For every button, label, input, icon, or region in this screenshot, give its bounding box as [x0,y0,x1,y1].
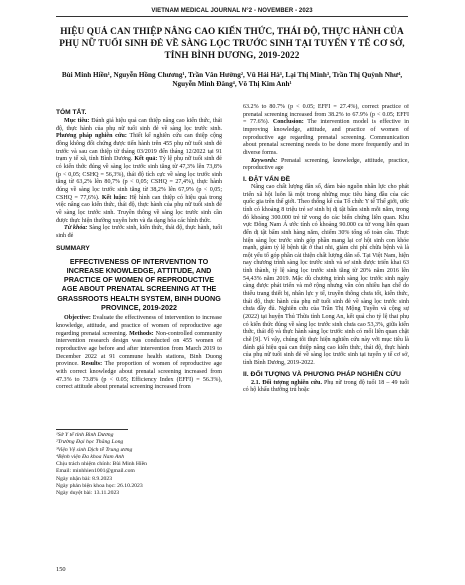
author-email: Email: minhhien1001@gmail.com [56,468,135,475]
summary-heading-en: SUMMARY [56,244,90,252]
date-received: Ngày nhận bài: 8.9.2023 [56,475,113,482]
section-methods-heading: II. ĐỐI TƯỢNG VÀ PHƯƠNG PHÁP NGHIÊN CỨU [243,370,401,378]
date-accepted: Ngày duyệt bài: 13.11.2023 [56,490,120,497]
author-list: Bùi Minh Hiền¹, Nguyễn Hồng Chương¹, Trần Văn Hường², Vũ Hải Hà³, Lại Thị Minh³, Trần Thị Quỳnh Như⁴, Nguyễn Minh Đăng⁴, Võ Thị Kim Anh¹ [61,71,403,89]
abstract-vi: Mục tiêu: Đánh giá hiệu quả can thiệp nâng cao kiến thức, thái độ, thực hành của phụ nữ tuổi sinh đẻ về sàng lọc trước sinh. Phương pháp nghiên cứu: Thiết kế nghiên cứu can thiệp cộng đồng không đối chứng được tiến hành trên 455 phụ nữ tuổi sinh đẻ trước và sau can thiệp từ tháng 03/2019 đến tháng 12/2022 tại 91 trạm y tế xã, tỉnh Bình Dương. Kết quả: Tỷ lệ phụ nữ tuổi sinh đẻ có kiến thức đúng về sàng lọc trước sinh tăng từ 47,3% lên 73,8% (p < 0,05; CSHQ = 56,3%), thái độ tích cực về sàng lọc trước sinh tăng từ 63,2% lên 80,7% (p < 0,05; CSHQ = 27,4%), thực hành đúng về sàng lọc trước sinh tăng từ 38,2% lên 67,9% (p < 0,05; CSHQ = 77,6%). Kết luận: Hệ hình can thiệp có hiệu quả trong việc nâng cao kiến thức, thái độ, thực hành của phụ nữ tuổi sinh đẻ về sàng lọc trước sinh. Truyền thông về sàng lọc trước sinh cần được thực hiện thường xuyên hơn và đa dạng hóa các hình thức. [56,118,222,224]
footnote-rule [56,429,128,430]
corresponding-author: Chịu trách nhiệm chính: Bùi Minh Hiền [56,461,147,468]
footnotes [56,432,222,498]
date-reviewed: Ngày phản biện khoa học: 26.10.2023 [56,483,143,490]
page-number: 150 [56,566,66,573]
keywords-en: Keywords: Prenatal screening, knowledge, attitude, practice, reproductive age [243,157,409,172]
footnote-1: ¹Sở Y tế tỉnh Bình Dương [56,432,114,438]
article-title: HIỆU QUẢ CAN THIỆP NÂNG CAO KIẾN THỨC, THÁI ĐỘ, THỰC HÀNH CỦA PHỤ NỮ TUỔI SINH ĐẺ VỀ SÀNG LỌC TRƯỚC SINH TẠI TUYẾN Y TẾ CƠ SỞ, TỈNH BÌNH DƯƠNG, 2019-2022 [59,27,405,61]
left-column [56,108,222,422]
abstract-en-continued: 63.2% to 80.7% (p < 0.05; EFFI = 27.4%), correct practice of prenatal screening increased from 38.2% to 67.9% (p < 0.05; EFFI = 77.6%). Conclusion: The intervention model is effective in improving knowledge, attitude, and practice of women of reproductive age regarding prenatal screening. Communication about prenatal screening needs to be done more frequently and in diverse forms. [243,104,409,156]
section-introduction-heading: I. ĐẶT VẤN ĐỀ [243,175,291,183]
summary-heading-vi: TÓM TẮT. [56,109,87,116]
journal-header: VIETNAM MEDICAL JOURNAL N°2 - NOVEMBER - 2023 [56,8,408,17]
introduction-text: Nâng cao chất lượng dân số, đảm bảo nguồn nhân lực cho phát triển xã hội luôn là một trong những mục tiêu hàng đầu của các quốc gia trên thế giới. Theo thống kê của Tổ chức Y tế Thế giới, ước tính có khoảng 8 triệu trẻ sơ sinh bị dị tật bẩm sinh mỗi năm, trong đó khoảng 300.000 trẻ tử vong do các biến chứng liên quan. Khu vực Đông Nam Á ước tính có khoảng 90.000 ca tử vong liên quan đến dị tật bẩm sinh hàng năm, chiếm 30% tổng số toàn cầu. Thực hiện sàng lọc trước sinh góp phần mang lại cơ hội sinh con khỏe mạnh, giảm tỷ lệ bệnh tật ở thai nhi, giảm chi phí chữa bệnh và là một yếu tố góp phần cải thiện chất lượng dân số. Tại Việt Nam, hiện nay chương trình sàng lọc trước sinh và sơ sinh được triển khai 63 tỉnh thành, tỷ lệ sàng lọc trước sinh tăng từ 20% năm 2016 lên 54,43% năm 2019. Mặc dù chương trình sàng lọc trước sinh ngày càng được phát triển và mở rộng nhưng vẫn còn nhiều hạn chế do thiếu trang thiết bị, nhân lực y tế, truyền thông chưa tốt, kiến thức, thái độ, thực hành của phụ nữ tuổi sinh đẻ về sàng lọc trước sinh chưa đầy đủ. Nghiên cứu của Trần Thị Mộng Tuyền và cộng sự (2022) tại huyện Thủ Thừa tỉnh Long An, kết quả cho tỷ lệ thai phụ có kiến thức đúng về sàng lọc trước sinh chưa cao 53,3%, giữa kiến thức, thái độ và thực hành sàng lọc trước sinh có mối liên quan chặt chẽ [9]. Vì vậy, chúng tôi thực hiện nghiên cứu này với mục tiêu là đánh giá hiệu quả can thiệp nâng cao kiến thức, thái độ, thực hành của phụ nữ tuổi sinh đẻ về sàng lọc trước sinh tại tuyến y tế cơ sở, tỉnh Bình Dương, 2019-2022. [243,183,409,366]
abstract-en: Objective: Evaluate the effectiveness of intervention to increase knowledge, attitude, and practice of women of reproductive age regarding prenatal screening. Methods: Non-controlled community intervention research design was conducted on 455 women of reproductive age before and after intervention from March 2019 to December 2022 at 91 commune health stations, Binh Duong province. Results: The proportion of women of reproductive age with correct knowledge about prenatal screening increased from 47.3% to 73.8% (p < 0.05; Efficiency Index (EFFI) = 56.3%), correct attitude about prenatal screening increased from [56,315,222,391]
subsection-2-1: 2.1. Đối tượng nghiên cứu. Phụ nữ trong độ tuổi 18 – 49 tuổi có hộ khẩu thường trú hoặc [243,379,409,394]
right-column [243,104,409,540]
footnote-2: ²Trường Đại học Thăng Long [56,439,124,446]
footnote-4: ⁴Bệnh viện Đa khoa Nam Anh [56,453,125,460]
footnote-3: ³Viện Vệ sinh Dịch tễ Trung ương [56,446,133,453]
article-title-en: EFFECTIVENESS OF INTERVENTION TO INCREASE KNOWLEDGE, ATTITUDE, AND PRACTICE OF WOMEN OF REPRODUCTIVE AGE ABOUT PRENATAL SCREENING AT THE GRASSROOTS HEALTH SYSTEM, BINH DUONG PROVINCE, 2019-2022 [57,256,221,312]
keywords-vi: Từ khóa: Sàng lọc trước sinh, kiến thức, thái độ, thực hành, tuổi sinh đẻ [56,225,222,239]
